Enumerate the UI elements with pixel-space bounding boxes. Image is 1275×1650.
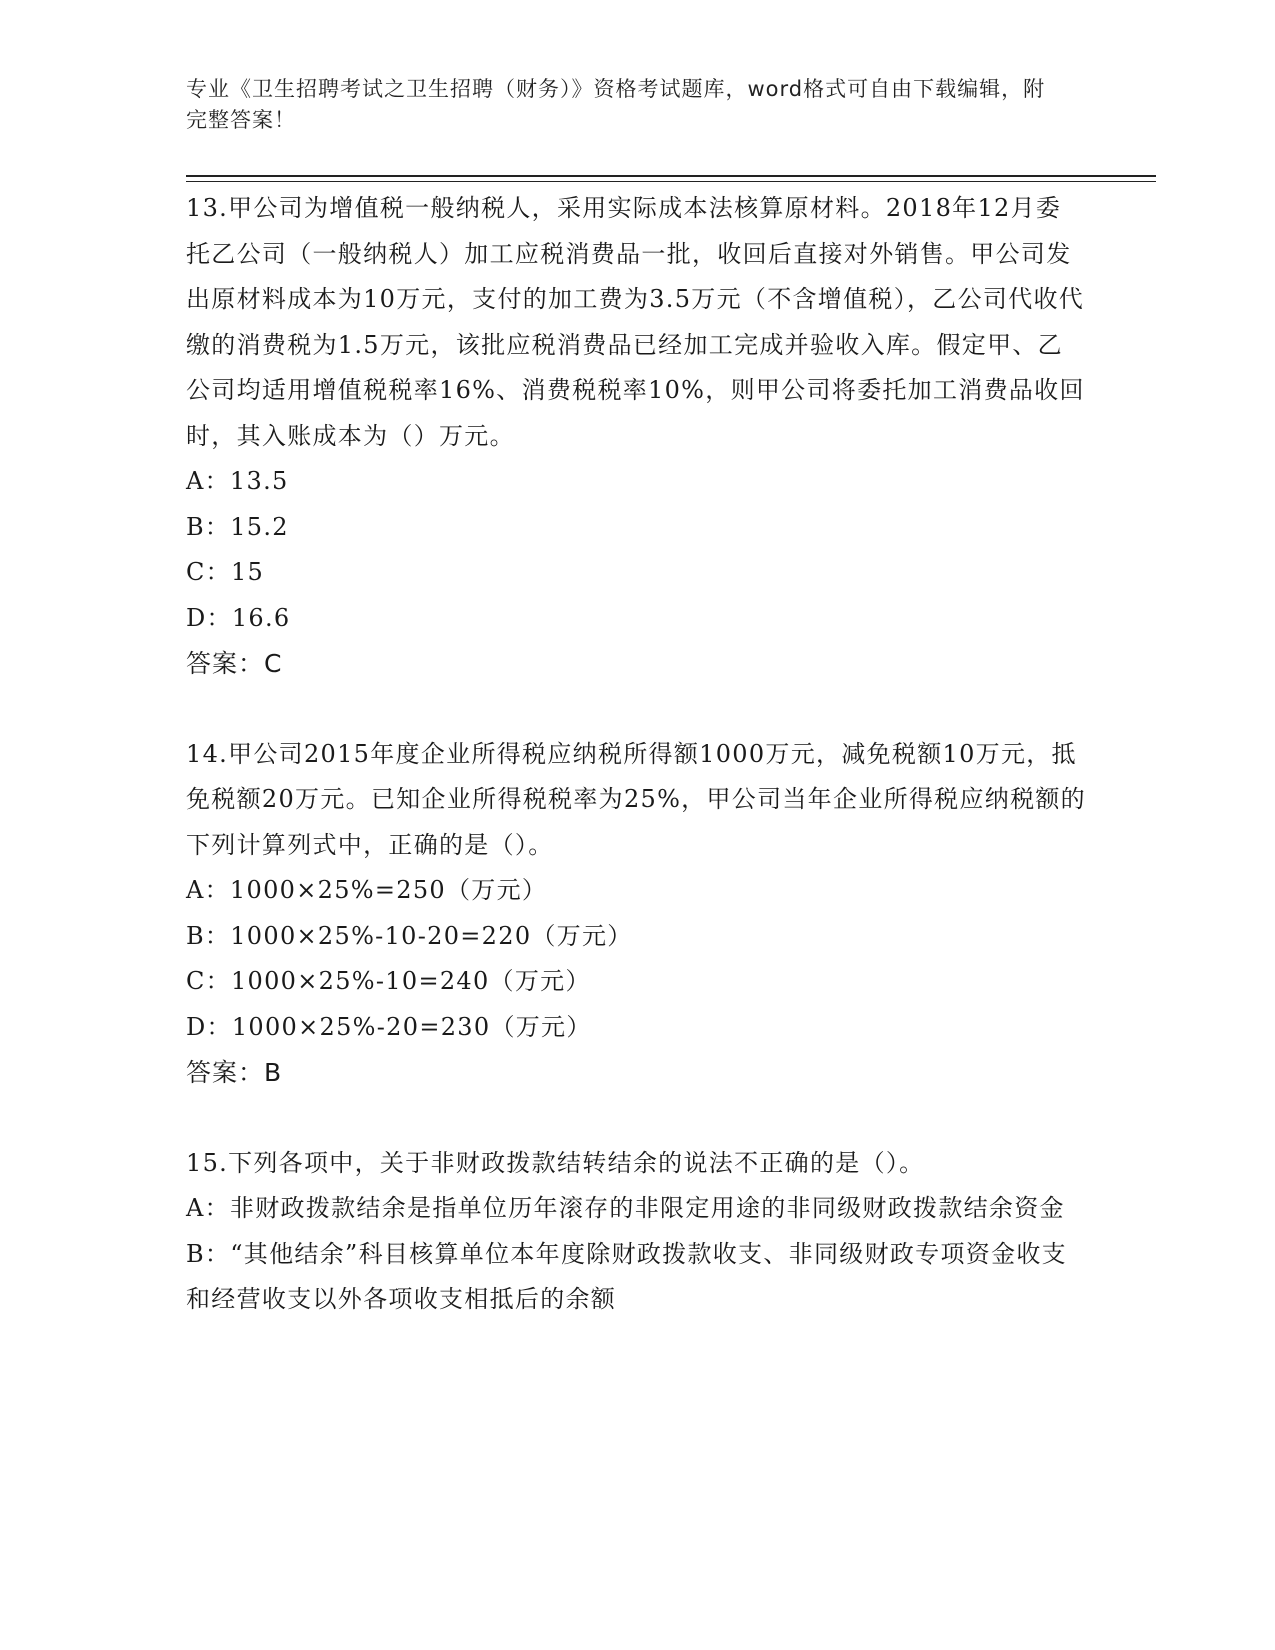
option-c: C：15 <box>186 558 265 586</box>
header-divider-thin <box>186 181 1156 182</box>
header-divider-thick <box>186 175 1156 177</box>
option-a: A：非财政拨款结余是指单位历年滚存的非限定用途的非同级财政拨款结余资金 <box>186 1194 1065 1222</box>
option-b: B：“其他结余”科目核算单位本年度除财政拨款收支、非同级财政专项资金收支和经营收支以外各项收支相抵后的余额 <box>186 1239 1067 1313</box>
question-15 <box>186 1141 1086 1323</box>
answer-label: 答案：B <box>186 1058 283 1087</box>
question-list <box>186 186 1086 1323</box>
option-b: B：15.2 <box>186 512 289 541</box>
document-header: 专业《卫生招聘考试之卫生招聘（财务）》资格考试题库，word格式可自由下载编辑，附完整答案！ <box>186 77 1046 132</box>
question-13 <box>186 186 1086 687</box>
question-text: 13.甲公司为增值税一般纳税人，采用实际成本法核算原材料。2018年12月委托乙公司（一般纳税人）加工应税消费品一批，收回后直接对外销售。甲公司发出原材料成本为10万元，支付的加工费为3.5万元（不含增值税），乙公司代收代缴的消费税为1.5万元，该批应税消费品已经加工完成并验收入库。假定甲、乙公司均适用增值税税率16%、消费税税率10%，则甲公司将委托加工消费品收回时，其入账成本为（）万元。 <box>186 194 1085 450</box>
option-a: A：13.5 <box>186 467 289 495</box>
question-spacer <box>186 687 1086 732</box>
question-text: 15.下列各项中，关于非财政拨款结转结余的说法不正确的是（）。 <box>186 1148 925 1177</box>
answer-label: 答案：C <box>186 649 283 678</box>
question-14 <box>186 732 1086 1096</box>
question-spacer <box>186 1096 1086 1141</box>
question-text: 14.甲公司2015年度企业所得税应纳税所得额1000万元，减免税额10万元，抵免税额20万元。已知企业所得税税率为25%，甲公司当年企业所得税应纳税额的下列计算列式中，正确的是（）。 <box>186 739 1086 859</box>
option-d: D：16.6 <box>186 603 291 632</box>
option-c: C：1000×25%-10=240（万元） <box>186 967 591 995</box>
option-d: D：1000×25%-20=230（万元） <box>186 1012 592 1041</box>
option-b: B：1000×25%-10-20=220（万元） <box>186 921 633 950</box>
option-a: A：1000×25%=250（万元） <box>186 876 548 904</box>
